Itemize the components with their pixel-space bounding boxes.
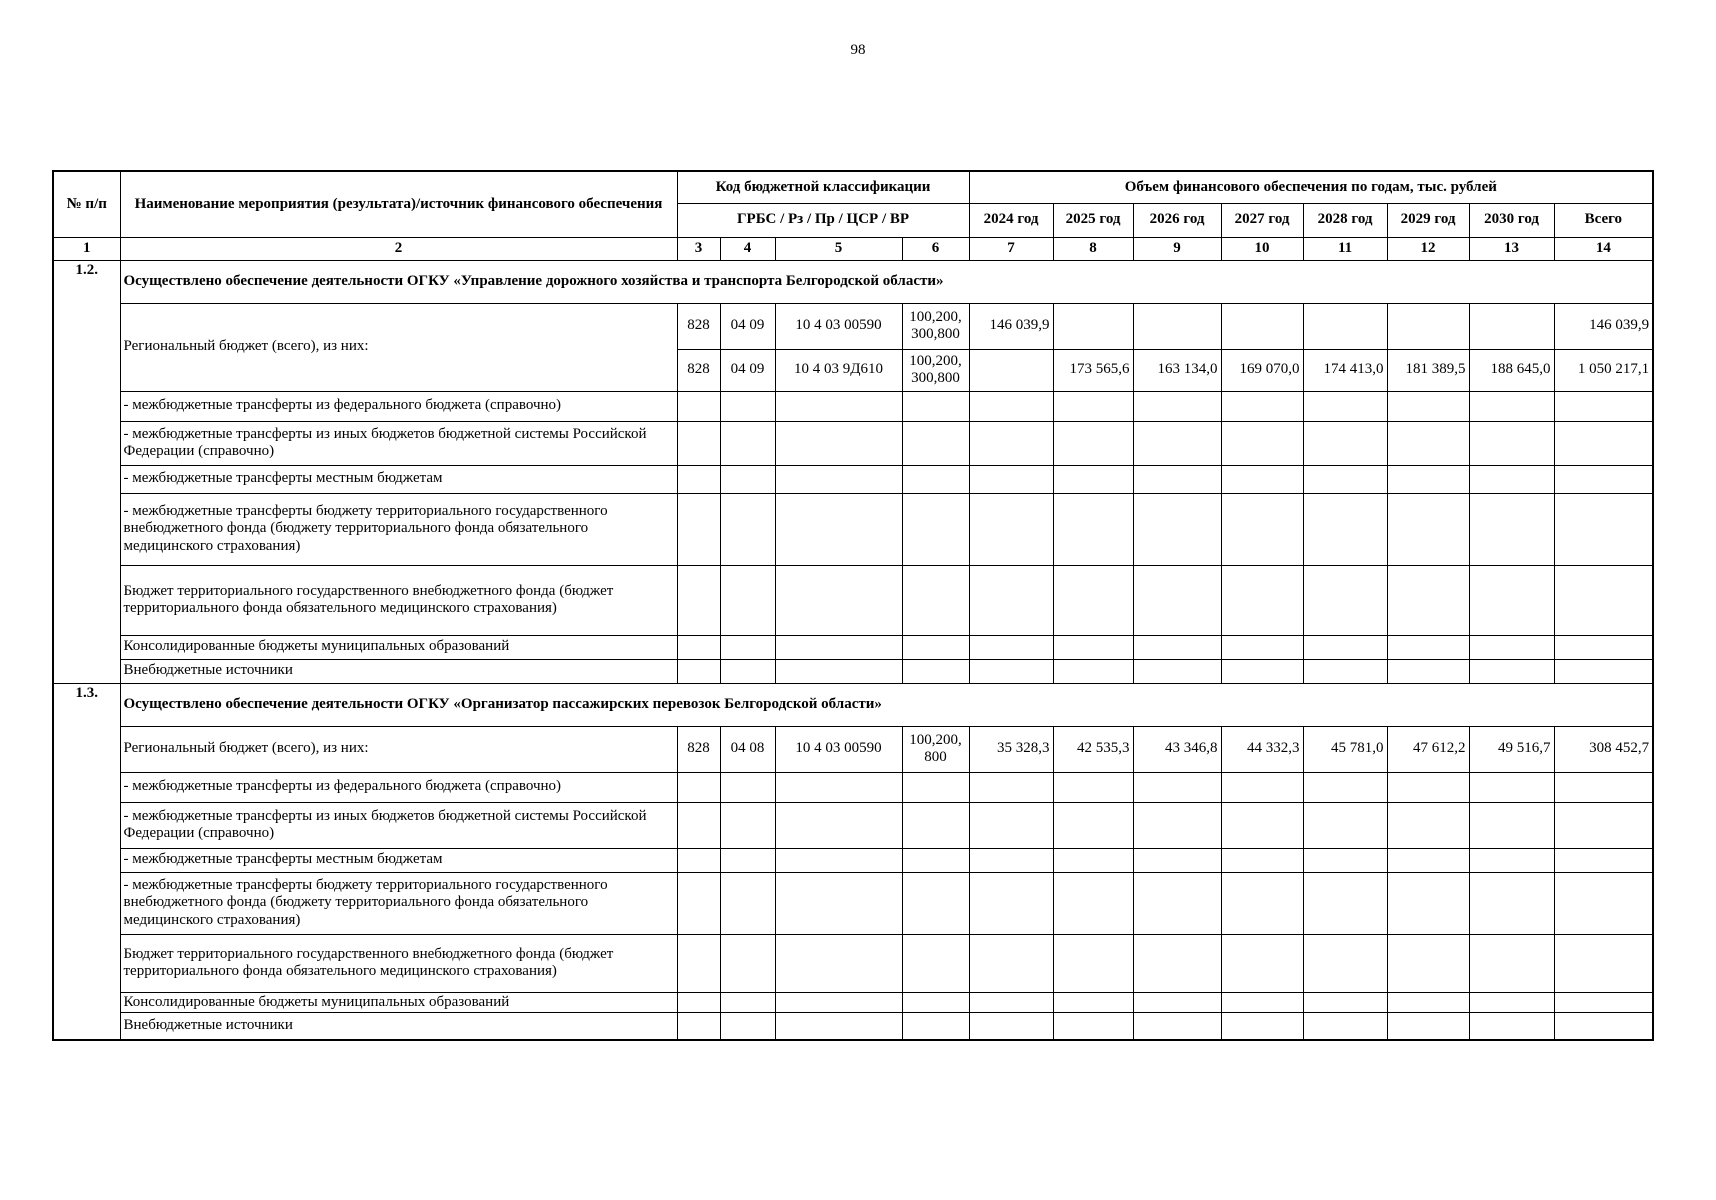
empty-cell <box>1303 802 1387 848</box>
header-volume-group: Объем финансового обеспечения по годам, тыс. рублей <box>969 171 1653 203</box>
empty-cell <box>1133 992 1221 1012</box>
empty-cell <box>677 465 720 493</box>
empty-cell <box>775 391 902 421</box>
empty-cell <box>1469 391 1554 421</box>
empty-cell <box>720 1012 775 1040</box>
empty-cell <box>720 992 775 1012</box>
empty-cell <box>1303 635 1387 659</box>
funding-source-label: - межбюджетные трансферты из федерального бюджета (справочно) <box>120 391 677 421</box>
empty-cell <box>969 635 1053 659</box>
empty-cell <box>1554 872 1653 934</box>
header-year: 2028 год <box>1303 203 1387 237</box>
empty-cell <box>720 421 775 465</box>
empty-cell <box>902 992 969 1012</box>
value-year: 163 134,0 <box>1133 349 1221 391</box>
empty-cell <box>969 659 1053 683</box>
section-number: 1.2. <box>53 260 120 683</box>
empty-cell <box>677 493 720 565</box>
empty-cell <box>969 772 1053 802</box>
col-number: 9 <box>1133 237 1221 260</box>
empty-cell <box>1053 391 1133 421</box>
code-csr: 10 4 03 00590 <box>775 726 902 772</box>
empty-cell <box>1133 1012 1221 1040</box>
empty-cell <box>969 421 1053 465</box>
empty-cell <box>1053 992 1133 1012</box>
empty-cell <box>1387 848 1469 872</box>
empty-cell <box>1303 872 1387 934</box>
empty-cell <box>1303 992 1387 1012</box>
empty-cell <box>1133 635 1221 659</box>
empty-cell <box>1303 659 1387 683</box>
empty-cell <box>969 848 1053 872</box>
empty-cell <box>1221 1012 1303 1040</box>
empty-cell <box>1387 391 1469 421</box>
empty-cell <box>677 848 720 872</box>
empty-cell <box>969 565 1053 635</box>
empty-cell <box>1053 493 1133 565</box>
empty-cell <box>1554 934 1653 992</box>
empty-cell <box>775 772 902 802</box>
empty-cell <box>1133 421 1221 465</box>
empty-cell <box>969 493 1053 565</box>
value-total: 146 039,9 <box>1554 303 1653 349</box>
empty-cell <box>1554 992 1653 1012</box>
funding-source-row <box>53 493 1653 565</box>
empty-cell <box>969 992 1053 1012</box>
funding-source-label: - межбюджетные трансферты из федерального бюджета (справочно) <box>120 772 677 802</box>
empty-cell <box>1221 848 1303 872</box>
empty-cell <box>1221 635 1303 659</box>
empty-cell <box>1303 772 1387 802</box>
empty-cell <box>720 565 775 635</box>
empty-cell <box>1133 872 1221 934</box>
empty-cell <box>775 802 902 848</box>
empty-cell <box>677 992 720 1012</box>
empty-cell <box>1554 465 1653 493</box>
empty-cell <box>902 848 969 872</box>
col-number: 4 <box>720 237 775 260</box>
page-number: 98 <box>850 42 866 58</box>
empty-cell <box>1387 465 1469 493</box>
empty-cell <box>902 934 969 992</box>
empty-cell <box>1554 848 1653 872</box>
empty-cell <box>902 802 969 848</box>
header-year: 2029 год <box>1387 203 1469 237</box>
empty-cell <box>1221 934 1303 992</box>
header-num: № п/п <box>53 171 120 237</box>
empty-cell <box>775 635 902 659</box>
empty-cell <box>1469 565 1554 635</box>
value-year: 174 413,0 <box>1303 349 1387 391</box>
empty-cell <box>969 872 1053 934</box>
col-number: 11 <box>1303 237 1387 260</box>
funding-source-row <box>53 934 1653 992</box>
empty-cell <box>1554 421 1653 465</box>
empty-cell <box>1469 992 1554 1012</box>
empty-cell <box>1469 465 1554 493</box>
section-title: Осуществлено обеспечение деятельности ОГКУ «Управление дорожного хозяйства и транспорта Белгородской области» <box>120 260 1653 303</box>
code-rz-pr: 04 09 <box>720 349 775 391</box>
empty-cell <box>1221 493 1303 565</box>
value-year: 45 781,0 <box>1303 726 1387 772</box>
empty-cell <box>902 635 969 659</box>
code-vr: 100,200, 800 <box>902 726 969 772</box>
empty-cell <box>775 565 902 635</box>
empty-cell <box>1469 772 1554 802</box>
empty-cell <box>775 493 902 565</box>
col-number: 2 <box>120 237 677 260</box>
empty-cell <box>775 848 902 872</box>
value-year <box>969 349 1053 391</box>
empty-cell <box>1053 848 1133 872</box>
empty-cell <box>902 772 969 802</box>
empty-cell <box>1554 391 1653 421</box>
value-year <box>1221 303 1303 349</box>
column-number-row <box>53 237 1653 260</box>
empty-cell <box>1387 1012 1469 1040</box>
empty-cell <box>1133 391 1221 421</box>
section-title: Осуществлено обеспечение деятельности ОГКУ «Организатор пассажирских перевозок Белгородской области» <box>120 683 1653 726</box>
empty-cell <box>1469 802 1554 848</box>
empty-cell <box>720 493 775 565</box>
section-number: 1.3. <box>53 683 120 1040</box>
regional-budget-row <box>53 726 1653 772</box>
empty-cell <box>775 872 902 934</box>
empty-cell <box>720 772 775 802</box>
empty-cell <box>1554 635 1653 659</box>
value-year: 169 070,0 <box>1221 349 1303 391</box>
empty-cell <box>720 465 775 493</box>
empty-cell <box>969 934 1053 992</box>
empty-cell <box>1053 565 1133 635</box>
value-total: 308 452,7 <box>1554 726 1653 772</box>
empty-cell <box>1053 421 1133 465</box>
col-number: 3 <box>677 237 720 260</box>
empty-cell <box>1387 802 1469 848</box>
col-number: 7 <box>969 237 1053 260</box>
empty-cell <box>902 421 969 465</box>
regional-budget-label: Региональный бюджет (всего), из них: <box>120 726 677 772</box>
funding-source-row <box>53 565 1653 635</box>
col-number: 8 <box>1053 237 1133 260</box>
col-number: 10 <box>1221 237 1303 260</box>
empty-cell <box>1554 802 1653 848</box>
empty-cell <box>1469 848 1554 872</box>
empty-cell <box>720 802 775 848</box>
empty-cell <box>902 565 969 635</box>
empty-cell <box>1133 934 1221 992</box>
funding-source-row <box>53 848 1653 872</box>
empty-cell <box>720 934 775 992</box>
empty-cell <box>677 934 720 992</box>
empty-cell <box>1387 635 1469 659</box>
header-name: Наименование мероприятия (результата)/источник финансового обеспечения <box>120 171 677 237</box>
code-grbs: 828 <box>677 349 720 391</box>
empty-cell <box>1303 848 1387 872</box>
empty-cell <box>1053 1012 1133 1040</box>
empty-cell <box>677 391 720 421</box>
value-year <box>1133 303 1221 349</box>
empty-cell <box>1133 493 1221 565</box>
value-year: 42 535,3 <box>1053 726 1133 772</box>
funding-source-label: Бюджет территориального государственного внебюджетного фонда (бюджет территориального фонда обязательного медицинского страхования) <box>120 934 677 992</box>
code-grbs: 828 <box>677 726 720 772</box>
empty-cell <box>677 872 720 934</box>
funding-source-label: Консолидированные бюджеты муниципальных образований <box>120 635 677 659</box>
empty-cell <box>1053 465 1133 493</box>
empty-cell <box>1303 421 1387 465</box>
empty-cell <box>720 872 775 934</box>
code-vr: 100,200, 300,800 <box>902 349 969 391</box>
funding-source-label: - межбюджетные трансферты бюджету территориального государственного внебюджетного фонда (бюджету территориального фонда обязательного медицинского страхования) <box>120 493 677 565</box>
empty-cell <box>1053 802 1133 848</box>
empty-cell <box>775 1012 902 1040</box>
empty-cell <box>1469 872 1554 934</box>
empty-cell <box>969 391 1053 421</box>
funding-source-label: Бюджет территориального государственного внебюджетного фонда (бюджет территориального фонда обязательного медицинского страхования) <box>120 565 677 635</box>
empty-cell <box>1221 802 1303 848</box>
empty-cell <box>1469 635 1554 659</box>
header-total: Всего <box>1554 203 1653 237</box>
code-rz-pr: 04 08 <box>720 726 775 772</box>
empty-cell <box>1554 493 1653 565</box>
funding-source-label: - межбюджетные трансферты из иных бюджетов бюджетной системы Российской Федерации (справочно) <box>120 802 677 848</box>
empty-cell <box>720 848 775 872</box>
value-total: 1 050 217,1 <box>1554 349 1653 391</box>
header-year: 2025 год <box>1053 203 1133 237</box>
col-number: 12 <box>1387 237 1469 260</box>
funding-source-label: - межбюджетные трансферты бюджету территориального государственного внебюджетного фонда (бюджету территориального фонда обязательного медицинского страхования) <box>120 872 677 934</box>
funding-source-row <box>53 391 1653 421</box>
funding-source-row <box>53 802 1653 848</box>
empty-cell <box>1053 872 1133 934</box>
empty-cell <box>720 659 775 683</box>
empty-cell <box>1554 565 1653 635</box>
funding-source-label: Консолидированные бюджеты муниципальных образований <box>120 992 677 1012</box>
value-year: 47 612,2 <box>1387 726 1469 772</box>
empty-cell <box>720 391 775 421</box>
empty-cell <box>1133 848 1221 872</box>
code-grbs: 828 <box>677 303 720 349</box>
funding-source-row <box>53 635 1653 659</box>
col-number: 1 <box>53 237 120 260</box>
empty-cell <box>677 421 720 465</box>
empty-cell <box>902 659 969 683</box>
empty-cell <box>677 1012 720 1040</box>
value-year: 188 645,0 <box>1469 349 1554 391</box>
empty-cell <box>1387 992 1469 1012</box>
empty-cell <box>1469 659 1554 683</box>
empty-cell <box>677 565 720 635</box>
empty-cell <box>1387 421 1469 465</box>
empty-cell <box>969 1012 1053 1040</box>
empty-cell <box>1387 493 1469 565</box>
empty-cell <box>775 934 902 992</box>
col-number: 6 <box>902 237 969 260</box>
funding-source-label: Внебюджетные источники <box>120 1012 677 1040</box>
empty-cell <box>775 659 902 683</box>
value-year: 44 332,3 <box>1221 726 1303 772</box>
empty-cell <box>1554 1012 1653 1040</box>
col-number: 5 <box>775 237 902 260</box>
empty-cell <box>1221 421 1303 465</box>
value-year: 146 039,9 <box>969 303 1053 349</box>
empty-cell <box>1221 872 1303 934</box>
value-year <box>1053 303 1133 349</box>
empty-cell <box>1554 659 1653 683</box>
empty-cell <box>1303 934 1387 992</box>
empty-cell <box>1221 772 1303 802</box>
empty-cell <box>1387 872 1469 934</box>
empty-cell <box>1554 772 1653 802</box>
empty-cell <box>1221 565 1303 635</box>
header-code-sub: ГРБС / Рз / Пр / ЦСР / ВР <box>677 203 969 237</box>
empty-cell <box>1387 565 1469 635</box>
regional-budget-row <box>53 303 1653 349</box>
funding-source-row <box>53 659 1653 683</box>
code-csr: 10 4 03 00590 <box>775 303 902 349</box>
funding-source-label: Внебюджетные источники <box>120 659 677 683</box>
empty-cell <box>1303 565 1387 635</box>
empty-cell <box>902 872 969 934</box>
empty-cell <box>969 802 1053 848</box>
value-year: 181 389,5 <box>1387 349 1469 391</box>
empty-cell <box>775 992 902 1012</box>
empty-cell <box>1053 934 1133 992</box>
value-year <box>1303 303 1387 349</box>
empty-cell <box>969 465 1053 493</box>
empty-cell <box>1053 659 1133 683</box>
header-year: 2024 год <box>969 203 1053 237</box>
section-title-row <box>53 683 1653 726</box>
header-year: 2027 год <box>1221 203 1303 237</box>
funding-source-row <box>53 1012 1653 1040</box>
value-year <box>1469 303 1554 349</box>
empty-cell <box>677 772 720 802</box>
value-year: 49 516,7 <box>1469 726 1554 772</box>
empty-cell <box>1221 992 1303 1012</box>
empty-cell <box>1469 493 1554 565</box>
empty-cell <box>677 635 720 659</box>
empty-cell <box>1133 772 1221 802</box>
funding-source-row <box>53 872 1653 934</box>
empty-cell <box>1133 565 1221 635</box>
empty-cell <box>775 421 902 465</box>
funding-source-row <box>53 772 1653 802</box>
header-year: 2030 год <box>1469 203 1554 237</box>
section-title-row <box>53 260 1653 303</box>
value-year: 35 328,3 <box>969 726 1053 772</box>
empty-cell <box>1133 802 1221 848</box>
empty-cell <box>1221 659 1303 683</box>
funding-source-row <box>53 992 1653 1012</box>
empty-cell <box>775 465 902 493</box>
empty-cell <box>902 465 969 493</box>
funding-source-label: - межбюджетные трансферты местным бюджетам <box>120 465 677 493</box>
empty-cell <box>1469 934 1554 992</box>
funding-source-row <box>53 421 1653 465</box>
empty-cell <box>1303 493 1387 565</box>
empty-cell <box>902 493 969 565</box>
empty-cell <box>1387 772 1469 802</box>
code-rz-pr: 04 09 <box>720 303 775 349</box>
empty-cell <box>1387 659 1469 683</box>
empty-cell <box>1469 421 1554 465</box>
empty-cell <box>1133 465 1221 493</box>
value-year: 173 565,6 <box>1053 349 1133 391</box>
col-number: 13 <box>1469 237 1554 260</box>
empty-cell <box>1303 1012 1387 1040</box>
empty-cell <box>1133 659 1221 683</box>
empty-cell <box>1053 772 1133 802</box>
empty-cell <box>1303 391 1387 421</box>
empty-cell <box>902 1012 969 1040</box>
empty-cell <box>1221 465 1303 493</box>
empty-cell <box>1469 1012 1554 1040</box>
value-year <box>1387 303 1469 349</box>
empty-cell <box>1221 391 1303 421</box>
funding-source-label: - межбюджетные трансферты из иных бюджетов бюджетной системы Российской Федерации (справочно) <box>120 421 677 465</box>
empty-cell <box>1053 635 1133 659</box>
col-number: 14 <box>1554 237 1653 260</box>
empty-cell <box>720 635 775 659</box>
empty-cell <box>1387 934 1469 992</box>
header-code-group: Код бюджетной классификации <box>677 171 969 203</box>
empty-cell <box>1303 465 1387 493</box>
empty-cell <box>677 659 720 683</box>
empty-cell <box>902 391 969 421</box>
funding-source-label: - межбюджетные трансферты местным бюджетам <box>120 848 677 872</box>
header-year: 2026 год <box>1133 203 1221 237</box>
value-year: 43 346,8 <box>1133 726 1221 772</box>
empty-cell <box>677 802 720 848</box>
code-csr: 10 4 03 9Д610 <box>775 349 902 391</box>
budget-table <box>52 170 1654 1041</box>
funding-source-row <box>53 465 1653 493</box>
regional-budget-label: Региональный бюджет (всего), из них: <box>120 303 677 391</box>
code-vr: 100,200, 300,800 <box>902 303 969 349</box>
